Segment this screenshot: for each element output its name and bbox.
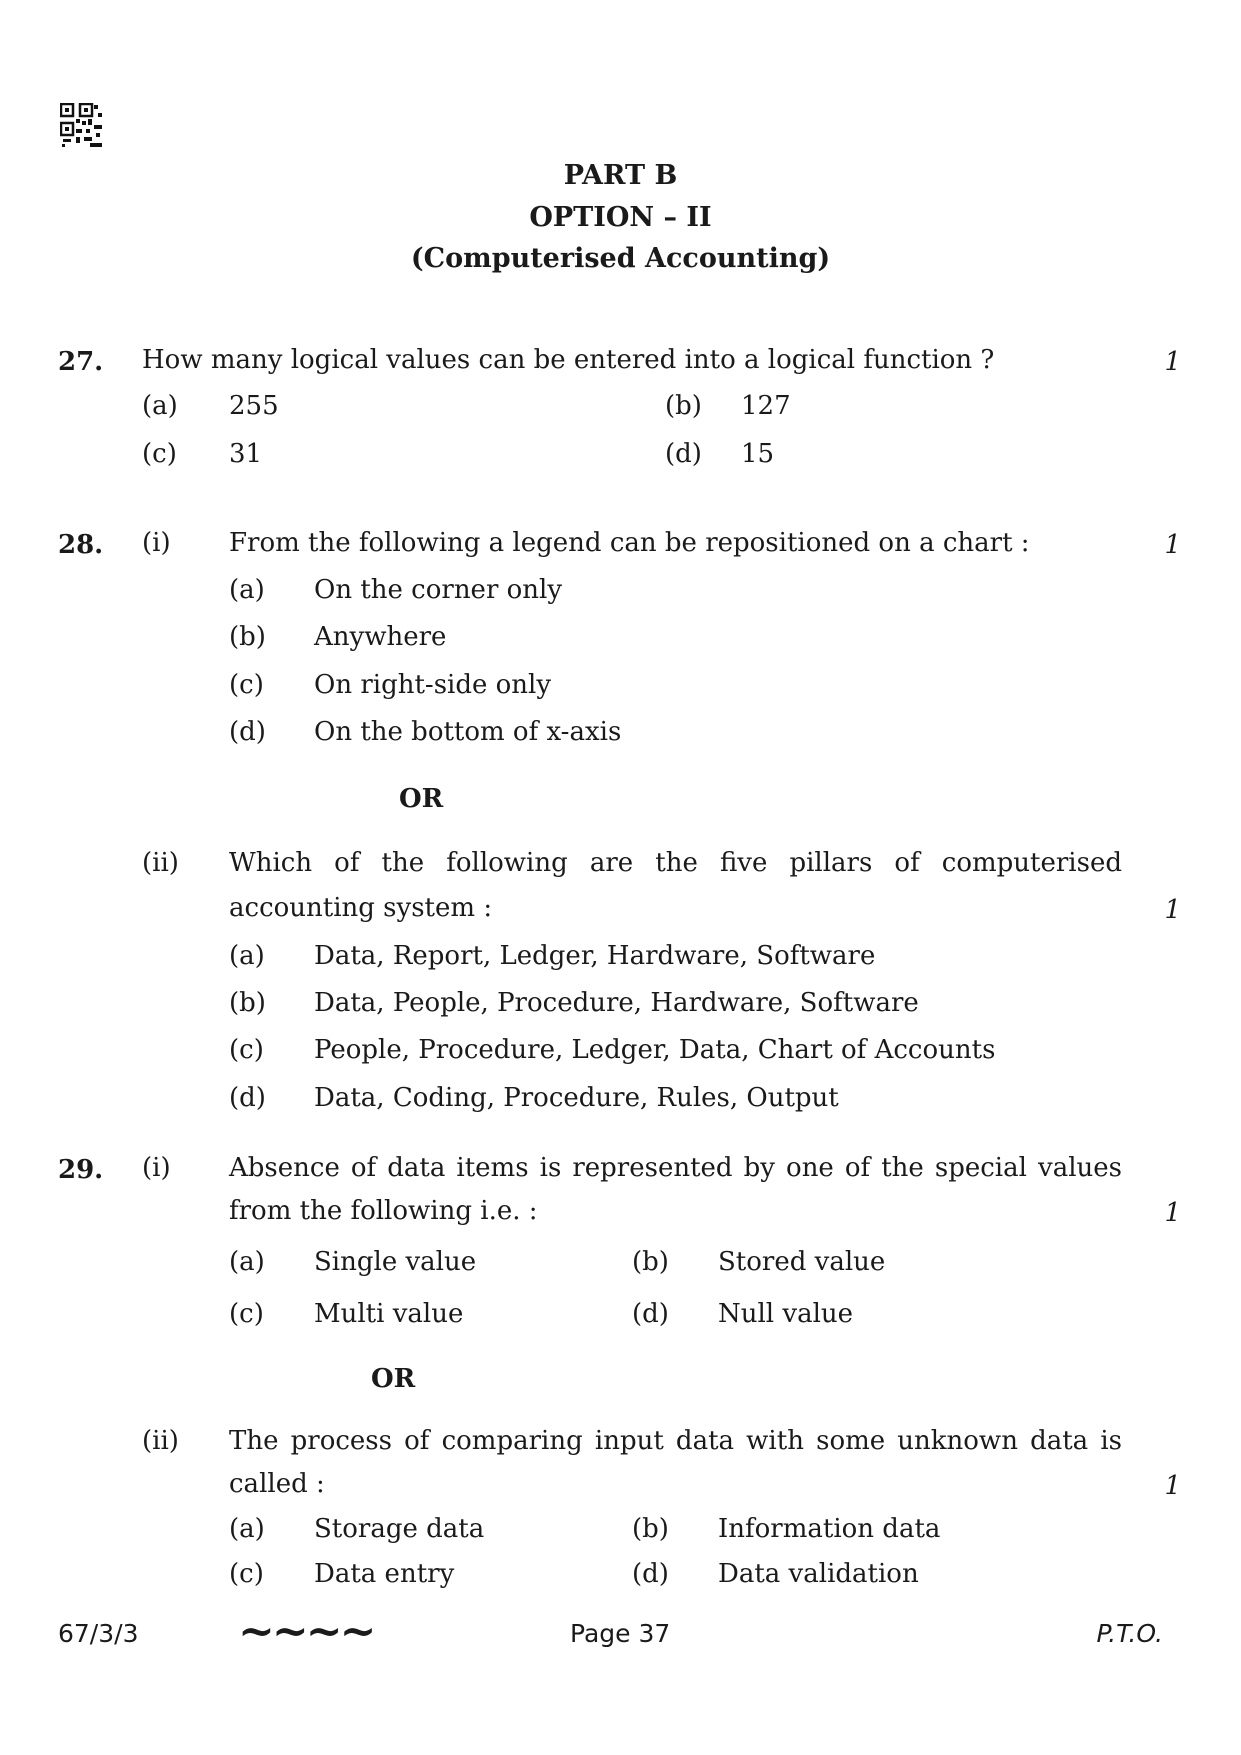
option-text: Null value: [718, 1299, 854, 1329]
option-label: (a): [142, 391, 178, 421]
option-label: (c): [229, 1559, 264, 1589]
option-text: Data entry: [314, 1559, 455, 1589]
option-text: On the corner only: [314, 575, 563, 605]
option-label: (d): [665, 439, 702, 469]
marks: 1: [1164, 895, 1181, 925]
option-label: (d): [632, 1299, 669, 1329]
page-number: Page 37: [570, 1619, 671, 1648]
option-label: (b): [229, 622, 266, 652]
ornament: ~~~~: [238, 1606, 374, 1657]
option-text: On the bottom of x-axis: [314, 717, 622, 747]
question-text: From the following a legend can be repositioned on a chart :: [229, 528, 1030, 558]
option-label: (c): [142, 439, 177, 469]
option-heading: OPTION – II: [529, 202, 712, 233]
paper-code: 67/3/3: [58, 1619, 139, 1648]
question-text-continued: from the following i.e. :: [229, 1196, 538, 1226]
option-label: (a): [229, 1247, 265, 1277]
option-label: (d): [229, 1083, 266, 1113]
question-text: Which of the following are the five pillars of computerised: [229, 848, 1122, 878]
option-label: (c): [229, 1299, 264, 1329]
option-label: (b): [665, 391, 702, 421]
part-heading: PART B: [563, 160, 678, 191]
option-text: 127: [741, 391, 791, 421]
option-text: People, Procedure, Ledger, Data, Chart of Accounts: [314, 1035, 996, 1065]
marks: 1: [1164, 530, 1181, 560]
option-text: Data, Report, Ledger, Hardware, Software: [314, 941, 876, 971]
question-text-continued: accounting system :: [229, 893, 493, 923]
option-label: (a): [229, 1514, 265, 1544]
question-text-continued: called :: [229, 1469, 325, 1499]
marks: 1: [1164, 1198, 1181, 1228]
option-label: (d): [229, 717, 266, 747]
marks: 1: [1164, 347, 1181, 377]
question-number: 27.: [58, 347, 104, 377]
option-text: Data, Coding, Procedure, Rules, Output: [314, 1083, 839, 1113]
option-text: Storage data: [314, 1514, 485, 1544]
sub-question-label: (ii): [142, 848, 179, 878]
option-text: Data validation: [718, 1559, 919, 1589]
option-text: Information data: [718, 1514, 941, 1544]
sub-question-label: (i): [142, 528, 171, 558]
marks: 1: [1164, 1471, 1181, 1501]
option-label: (a): [229, 575, 265, 605]
option-text: Data, People, Procedure, Hardware, Software: [314, 988, 919, 1018]
option-label: (b): [229, 988, 266, 1018]
option-text: Anywhere: [314, 622, 447, 652]
qr-code-icon: [60, 103, 106, 149]
option-label: (c): [229, 1035, 264, 1065]
option-label: (a): [229, 941, 265, 971]
or-separator: OR: [399, 784, 444, 814]
option-text: On right-side only: [314, 670, 552, 700]
option-text: 31: [229, 439, 263, 469]
option-text: Single value: [314, 1247, 477, 1277]
option-label: (d): [632, 1559, 669, 1589]
option-text: Multi value: [314, 1299, 464, 1329]
option-label: (c): [229, 670, 264, 700]
question-number: 29.: [58, 1155, 104, 1185]
option-text: 15: [741, 439, 775, 469]
option-text: 255: [229, 391, 279, 421]
option-label: (b): [632, 1514, 669, 1544]
question-text: Absence of data items is represented by one of the special values: [229, 1153, 1122, 1183]
question-text: How many logical values can be entered into a logical function ?: [142, 345, 995, 375]
question-text: The process of comparing input data with some unknown data is: [229, 1426, 1122, 1456]
sub-question-label: (i): [142, 1153, 171, 1183]
pto-label: P.T.O.: [1096, 1619, 1163, 1648]
option-label: (b): [632, 1247, 669, 1277]
or-separator: OR: [371, 1364, 416, 1394]
subject-heading: (Computerised Accounting): [410, 243, 831, 274]
question-number: 28.: [58, 530, 104, 560]
option-text: Stored value: [718, 1247, 886, 1277]
sub-question-label: (ii): [142, 1426, 179, 1456]
